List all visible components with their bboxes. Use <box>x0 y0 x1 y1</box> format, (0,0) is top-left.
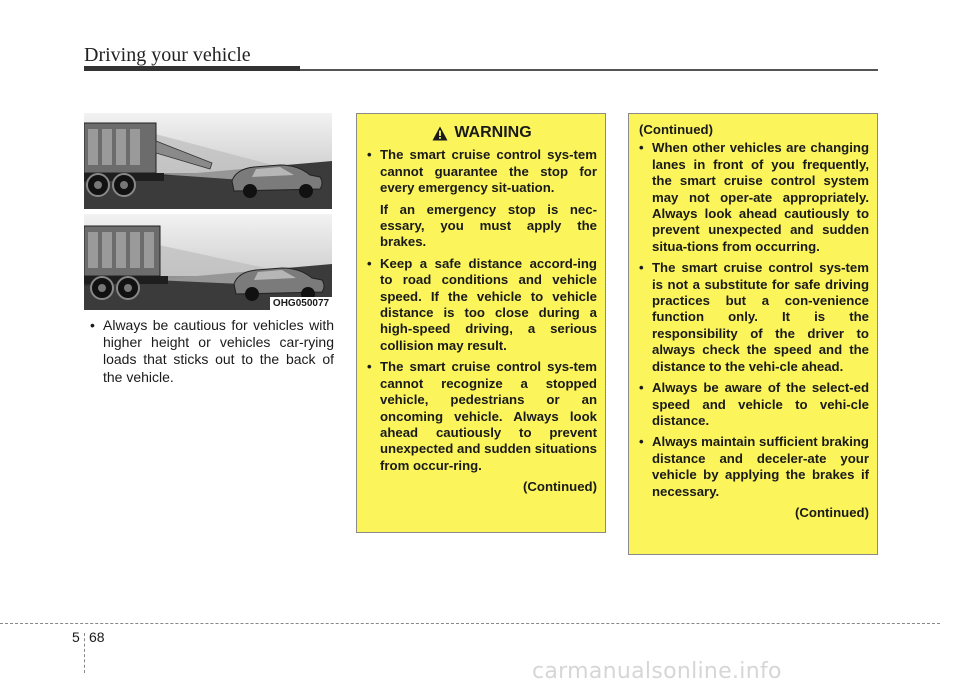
left-bullet-list <box>90 317 334 386</box>
warning-box <box>356 113 606 533</box>
footer-divider <box>84 633 85 673</box>
footer-rule <box>0 623 940 624</box>
illustration-truck-high-body <box>84 214 332 310</box>
continued-label: (Continued) <box>523 479 597 495</box>
list-item: • Always be aware of the select-ed speed and vehicle to vehi-cle distance. <box>639 380 869 429</box>
illustration-truck-load-overhang <box>84 113 332 209</box>
list-item: • The smart cruise control sys-tem is not a substitute for safe driving practices but a con-venience function only. It is the responsibility of the driver to always check the speed and the distance to the vehi-cle ahead. <box>639 260 869 375</box>
watermark: carmanualsonline.info <box>532 659 782 684</box>
continued-warning-box <box>628 113 878 555</box>
list-item: • Always be cautious for vehicles with higher height or vehicles car-rying loads that sticks out to the back of the vehicle. <box>90 317 334 386</box>
section-number: 5 <box>72 629 80 645</box>
warning-item-extra: If an emergency stop is nec-essary, you must apply the brakes. <box>380 201 597 250</box>
list-item: • Always maintain sufficient braking distance and deceler-ate your vehicle by applying the brakes if necessary. <box>639 434 869 500</box>
figure-code: OHG050077 <box>270 297 332 311</box>
warning-heading <box>367 125 597 141</box>
continued-top-label: (Continued) <box>639 122 713 137</box>
page-header-title: Driving your vehicle <box>84 44 251 66</box>
list-item: • When other vehicles are changing lanes in front of you frequently, the smart cruise control system may not oper-ate appropriately. Always look ahead cautiously to prevent unexpected and sudden situa-tions from occurring. <box>639 140 869 255</box>
header-accent-bar <box>84 66 300 71</box>
page-number: 68 <box>89 629 105 645</box>
list-item <box>367 147 597 250</box>
warning-item-text: • The smart cruise control sys-tem cannot guarantee the stop for every emergency sit-uation. <box>380 147 597 196</box>
list-item: • The smart cruise control sys-tem cannot recognize a stopped vehicle, pedestrians or an oncoming vehicle. Always look ahead cautiously to prevent unexpected and sudden situations from occur-ring. <box>367 359 597 474</box>
continued-bottom-label: (Continued) <box>795 504 869 520</box>
list-item: • Keep a safe distance accord-ing to road conditions and vehicle speed. If the vehicle to vehicle distance is too close during a high-speed driving, a serious collision may result. <box>367 256 597 354</box>
warning-triangle-icon <box>432 126 448 141</box>
header-rule <box>300 69 878 71</box>
warning-heading-label: WARNING <box>454 124 532 141</box>
